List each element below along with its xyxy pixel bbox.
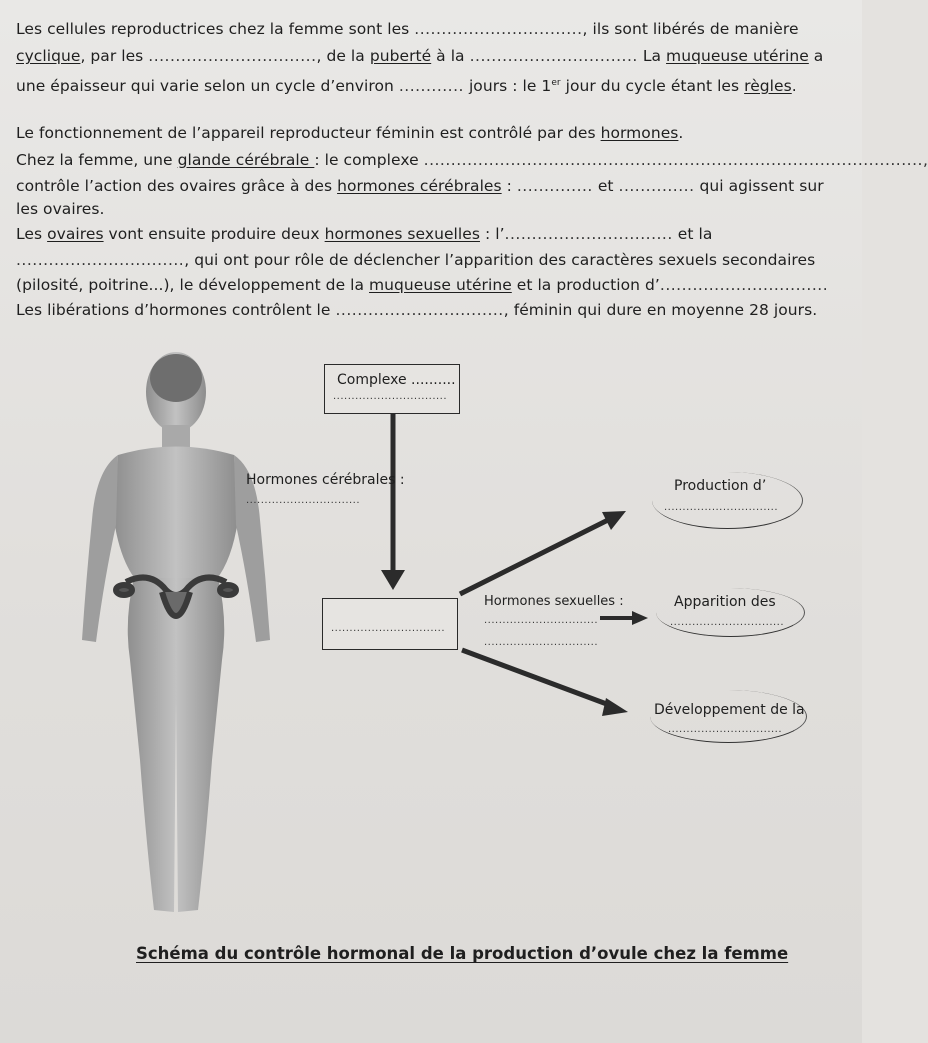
complexe-label: Complexe .......... [337,372,456,388]
fill-blank[interactable]: ............................... [668,724,783,735]
ovaires-box [322,598,458,650]
fill-blank[interactable]: ............................................................................................, [423,151,928,169]
production-label: Production d’ [674,478,767,494]
text-line: Le fonctionnement de l’appareil reproducteur féminin est contrôlé par des hormones. [16,124,684,142]
text-line: ..............................., qui ont pour rôle de déclencher l’apparition des caractères sexuels secondaires [16,251,816,269]
text-line: une épaisseur qui varie selon un cycle d’environ ............ jours : le 1er jour du cycle étant les règles. [16,77,797,95]
fill-blank[interactable]: ............................... [664,502,779,513]
fill-blank[interactable]: ............................... [659,276,829,294]
text-line: Chez la femme, une glande cérébrale : le complexe ............................................................................................, [16,151,928,169]
fill-blank[interactable]: ............................... [333,391,448,402]
fill-blank[interactable]: ............................... [469,47,638,65]
text-line: Les ovaires vont ensuite produire deux hormones sexuelles : l’............................... et la [16,225,713,243]
fill-blank[interactable]: .............. [516,177,593,195]
brain-icon [150,354,202,402]
fill-blank[interactable]: ............................... [331,623,446,634]
fill-blank[interactable]: ............................... [484,615,599,626]
fill-blank[interactable]: ............................... [484,637,599,648]
female-body-figure [82,352,270,912]
fill-blank[interactable]: ............................... [16,251,185,269]
text-line: Les libérations d’hormones contrôlent le ..............................., féminin qui dure en moyenne 28 jours. [16,301,818,319]
fill-blank[interactable]: ............................... [504,225,673,243]
developpement-label: Développement de la [654,702,805,718]
text-line: Les cellules reproductrices chez la femme sont les ..............................., ils sont libérés de manière [16,20,799,38]
hormones-sexuelles-label: Hormones sexuelles : [484,594,624,609]
fill-blank[interactable]: ............................... [414,20,583,38]
text-line: cyclique, par les ..............................., de la puberté à la ............................... La muqueuse utérine a [16,47,824,65]
diagram-caption: Schéma du contrôle hormonal de la production d’ovule chez la femme [136,944,789,963]
fill-blank[interactable]: .............. [618,177,695,195]
fill-blank[interactable]: ............................... [246,495,361,506]
text-line: (pilosité, poitrine...), le développement de la muqueuse utérine et la production d’............................... [16,276,829,294]
hormones-cerebrales-label: Hormones cérébrales : [246,472,405,488]
text-line: contrôle l’action des ovaires grâce à des hormones cérébrales : .............. et .............. qui agissent sur [16,177,824,195]
fill-blank[interactable]: ............................... [148,47,317,65]
apparition-label: Apparition des [674,594,776,610]
fill-blank[interactable]: ............................... [670,617,785,628]
fill-blank[interactable]: ............ [398,77,464,95]
fill-blank[interactable]: ............................... [335,301,504,319]
text-line: les ovaires. [16,200,105,218]
complexe-box [324,364,460,414]
